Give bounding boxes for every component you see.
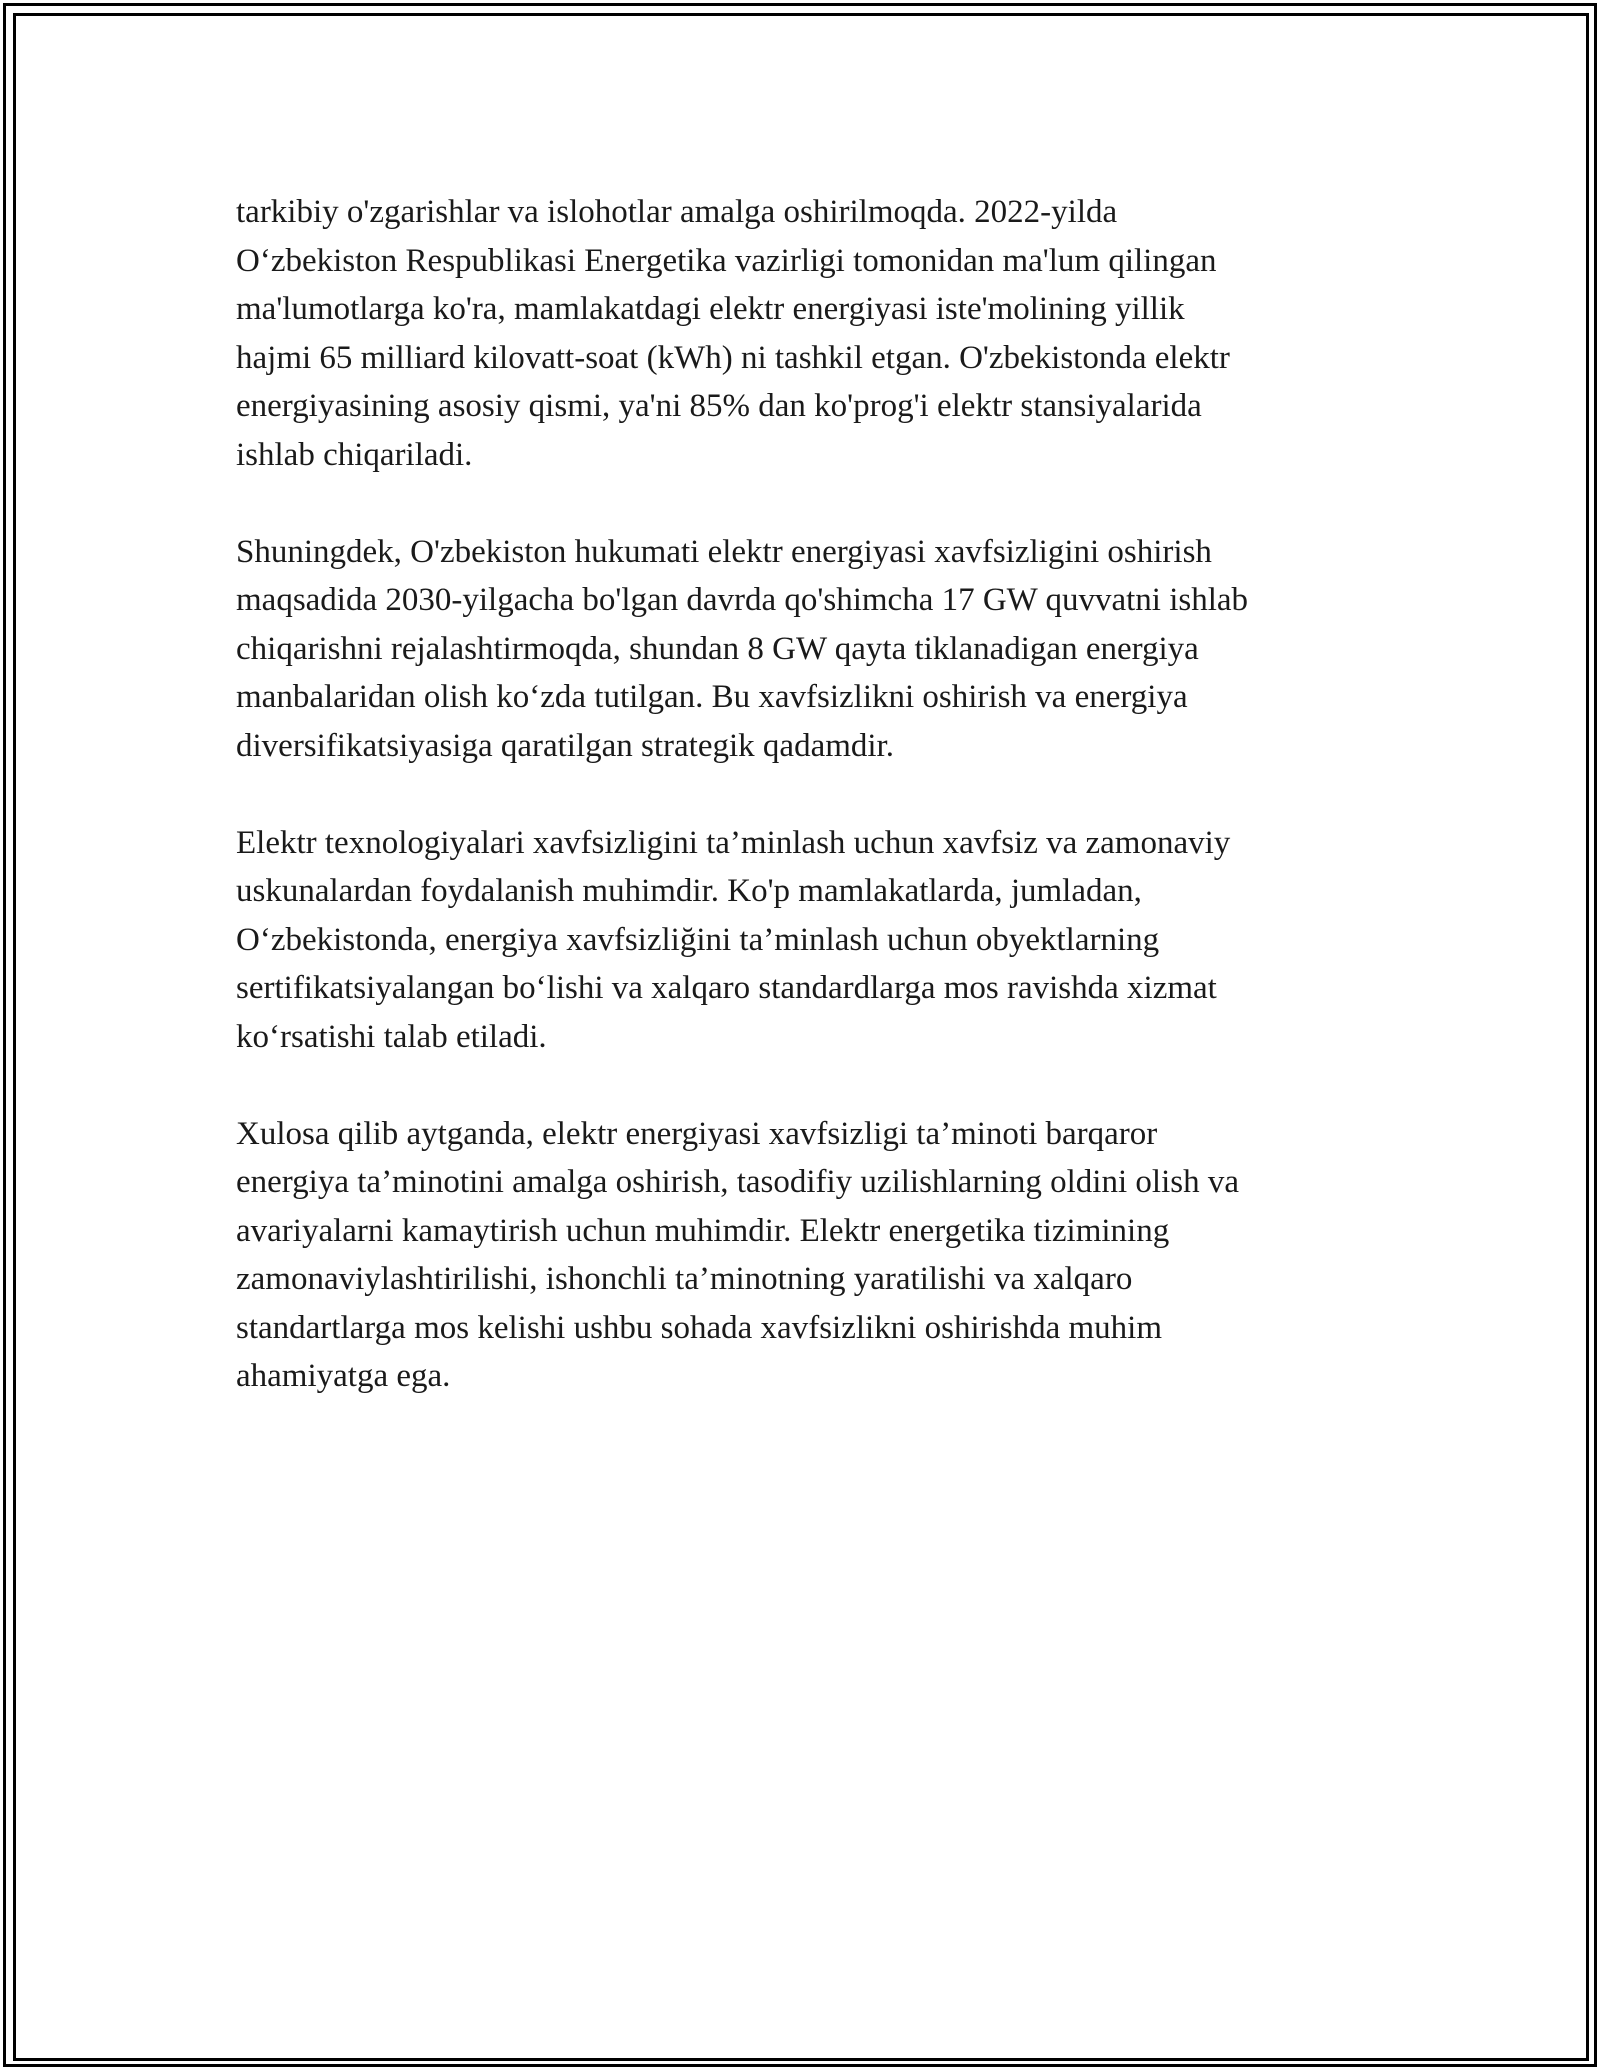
- text-line: chiqarishni rejalashtirmoqda, shundan 8 GW qayta tiklanadigan energiya: [236, 630, 1199, 667]
- text-line: tarkibiy o'zgarishlar va islohotlar amalga oshirilmoqda. 2022-yilda: [236, 194, 1118, 230]
- text-line: sertifikatsiyalangan bo‘lishi va xalqaro standardlarga mos ravishda xizmat: [236, 970, 1217, 1006]
- text-line: uskunalardan foydalanish muhimdir. Ko'p mamlakatlarda, jumladan,: [236, 873, 1142, 909]
- text-line: Shuningdek, O'zbekiston hukumati elektr energiyasi xavfsizligini oshirish: [236, 533, 1212, 570]
- paragraph-capacity-plans: [236, 528, 1386, 771]
- text-line: O‘zbekistonda, energiya xavfsizliğini ta’minlash uchun obyektlarning: [236, 921, 1160, 958]
- text-line: ma'lumotlarga ko'ra, mamlakatdagi elektr energiyasi iste'molining yillik: [236, 291, 1185, 327]
- text-line: diversifikatsiyasiga qaratilgan strategik qadamdir.: [236, 727, 894, 764]
- text-line: Elektr texnologiyalari xavfsizligini ta’minlash uchun xavfsiz va zamonaviy: [236, 824, 1231, 861]
- text-line: zamonaviylashtirilishi, ishonchli ta’minotning yaratilishi va xalqaro: [236, 1261, 1133, 1297]
- text-line: ahamiyatga ega.: [236, 1358, 451, 1394]
- text-line: energiyasining asosiy qismi, ya'ni 85% dan ko'prog'i elektr stansiyalarida: [236, 388, 1202, 424]
- text-line: manbalaridan olish ko‘zda tutilgan. Bu xavfsizlikni oshirish va energiya: [236, 679, 1188, 715]
- text-line: Xulosa qilib aytganda, elektr energiyasi xavfsizligi ta’minoti barqaror: [236, 1115, 1158, 1152]
- text-line: standartlarga mos kelishi ushbu sohada xavfsizlikni oshirishda muhim: [236, 1309, 1163, 1346]
- text-line: hajmi 65 milliard kilovatt-soat (kWh) ni tashkil etgan. O'zbekistonda elektr: [236, 339, 1230, 376]
- paragraph-electricity-consumption: [236, 188, 1386, 479]
- text-line: avariyalarni kamaytirish uchun muhimdir. Elektr energetika tizimining: [236, 1212, 1170, 1249]
- document-body: [236, 188, 1386, 1449]
- text-line: ishlab chiqariladi.: [236, 436, 473, 473]
- paragraph-equipment-safety: [236, 819, 1386, 1062]
- text-line: ko‘rsatishi talab etiladi.: [236, 1018, 547, 1055]
- text-line: O‘zbekiston Respublikasi Energetika vazirligi tomonidan ma'lum qilingan: [236, 242, 1217, 279]
- paragraph-conclusion: [236, 1110, 1386, 1401]
- text-line: maqsadida 2030-yilgacha bo'lgan davrda qo'shimcha 17 GW quvvatni ishlab: [236, 582, 1249, 618]
- text-line: energiya ta’minotini amalga oshirish, tasodifiy uzilishlarning oldini olish va: [236, 1164, 1239, 1200]
